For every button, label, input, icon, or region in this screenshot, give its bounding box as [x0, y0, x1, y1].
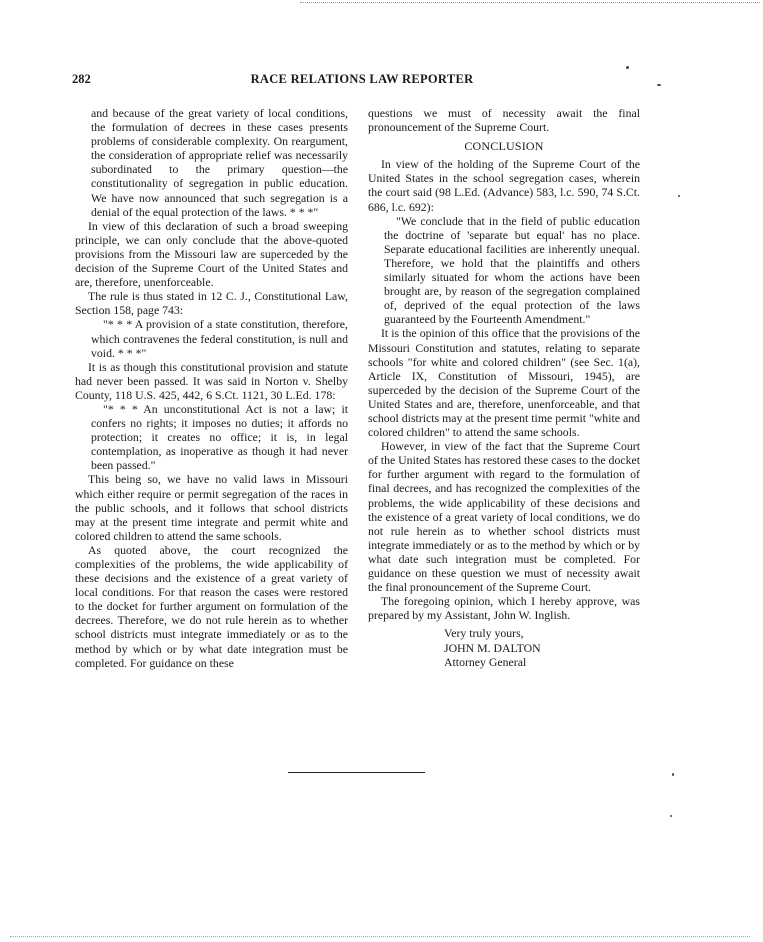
- page-number: 282: [72, 72, 91, 86]
- block-quote: "* * * A provision of a state constitution, therefore, which contravenes the federal constitution, is null and void. * * *": [91, 317, 348, 360]
- paragraph: questions we must of necessity await the final pronouncement of the Supreme Court.: [368, 106, 640, 135]
- block-quote: "We conclude that in the field of public education the doctrine of 'separate but equal' has no place. Separate educational facilities are inherently unequal. Therefore, we hold that the plaintiffs and others similarly situated for whom the actions have been brought are, by reason of the segregation complained of, deprived of the equal protection of the laws guaranteed by the Fourteenth Amendment.": [384, 213, 640, 327]
- top-edge-dotted-line: [300, 2, 760, 3]
- paragraph: The foregoing opinion, which I hereby approve, was prepared by my Assistant, John W. Inglish.: [368, 594, 640, 623]
- signer-title: Attorney General: [444, 655, 527, 670]
- block-quote: and because of the great variety of local conditions, the formulation of decrees in these cases presents problems of considerable complexity. On reargument, the consideration of appropriate relief was necessarily subordinated to the primary question—the constitutionality of segregation in public education. We have now announced that such segregation is a denial of the equal protection of the laws. * * *": [91, 106, 348, 219]
- scan-speck: [626, 66, 629, 69]
- end-rule: [288, 772, 425, 773]
- section-heading: CONCLUSION: [464, 139, 544, 154]
- paragraph: In view of the holding of the Supreme Court of the United States in the school segregation cases, wherein the court said (98 L.Ed. (Advance) 583, l.c. 590, 74 S.Ct. 686, l.c. 692):: [368, 157, 640, 214]
- running-title: RACE RELATIONS LAW REPORTER: [250, 72, 474, 86]
- scan-speck: [672, 773, 674, 776]
- paragraph: The rule is thus stated in 12 C. J., Constitutional Law, Section 158, page 743:: [75, 289, 348, 318]
- paragraph: As quoted above, the court recognized the complexities of the problems, the wide applicability of these decisions and the existence of a great variety of local conditions. For that reason the cases were restored to the docket for further argument on formulation of the decrees. Therefore, we do not rule herein as to whether school districts must integrate immediately or as to the method by which or by what date integration must be completed. For guidance on these: [75, 542, 348, 670]
- scan-speck: [678, 195, 680, 197]
- left-column: [75, 106, 348, 670]
- scan-speck: [670, 815, 672, 817]
- paragraph: It is as though this constitutional provision and statute had never been passed. It was said in Norton v. Shelby County, 118 U.S. 425, 442, 6 S.Ct. 1121, 30 L.Ed. 178:: [75, 359, 348, 402]
- bottom-edge-dotted-line: [10, 936, 750, 937]
- signature-block: [444, 626, 640, 670]
- paragraph: It is the opinion of this office that the provisions of the Missouri Constitution and statutes, relating to separate schools "for white and colored children" (see Sec. 1(a), Article IX, Constitution of Missouri, 1945), are superceded by the decision of the Supreme Court of the United States and are, therefore, unenforceable, and that school districts may at the present time permit "white and colored children" to attend the same schools.: [368, 326, 640, 440]
- page-header: [72, 72, 652, 88]
- scan-speck: [657, 84, 661, 86]
- block-quote: "* * * An unconstitutional Act is not a law; it confers no rights; it imposes no duties; it affords no protection; it creates no office; it is, in legal contemplation, as inoperative as though it had never been passed.": [91, 401, 348, 473]
- signer-name: JOHN M. DALTON: [444, 640, 541, 655]
- signature-closing: Very truly yours,: [444, 626, 524, 641]
- right-column: [368, 106, 640, 670]
- paragraph: This being so, we have no valid laws in Missouri which either require or permit segregation of the races in the public schools, and it follows that school districts may at the present time integrate and permit white and colored children to attend the same schools.: [75, 472, 348, 543]
- paragraph: However, in view of the fact that the Supreme Court of the United States has restored these cases to the docket for further argument with regard to the formulation of final decrees, and has recognized the complexities of the problems, the wide applicability of these decisions and the existence of a great variety of local conditions, we do not rule herein as to whether school districts must integrate immediately or as to the method by which or by what date such integration must be completed. For guidance on these question we must of necessity await the final pronouncement of the Supreme Court.: [368, 439, 640, 595]
- paragraph: In view of this declaration of such a broad sweeping principle, we can only conclude that the above-quoted provisions from the Missouri law are superceded by the decision of the Supreme Court of the United States and are, therefore, unenforceable.: [75, 218, 348, 290]
